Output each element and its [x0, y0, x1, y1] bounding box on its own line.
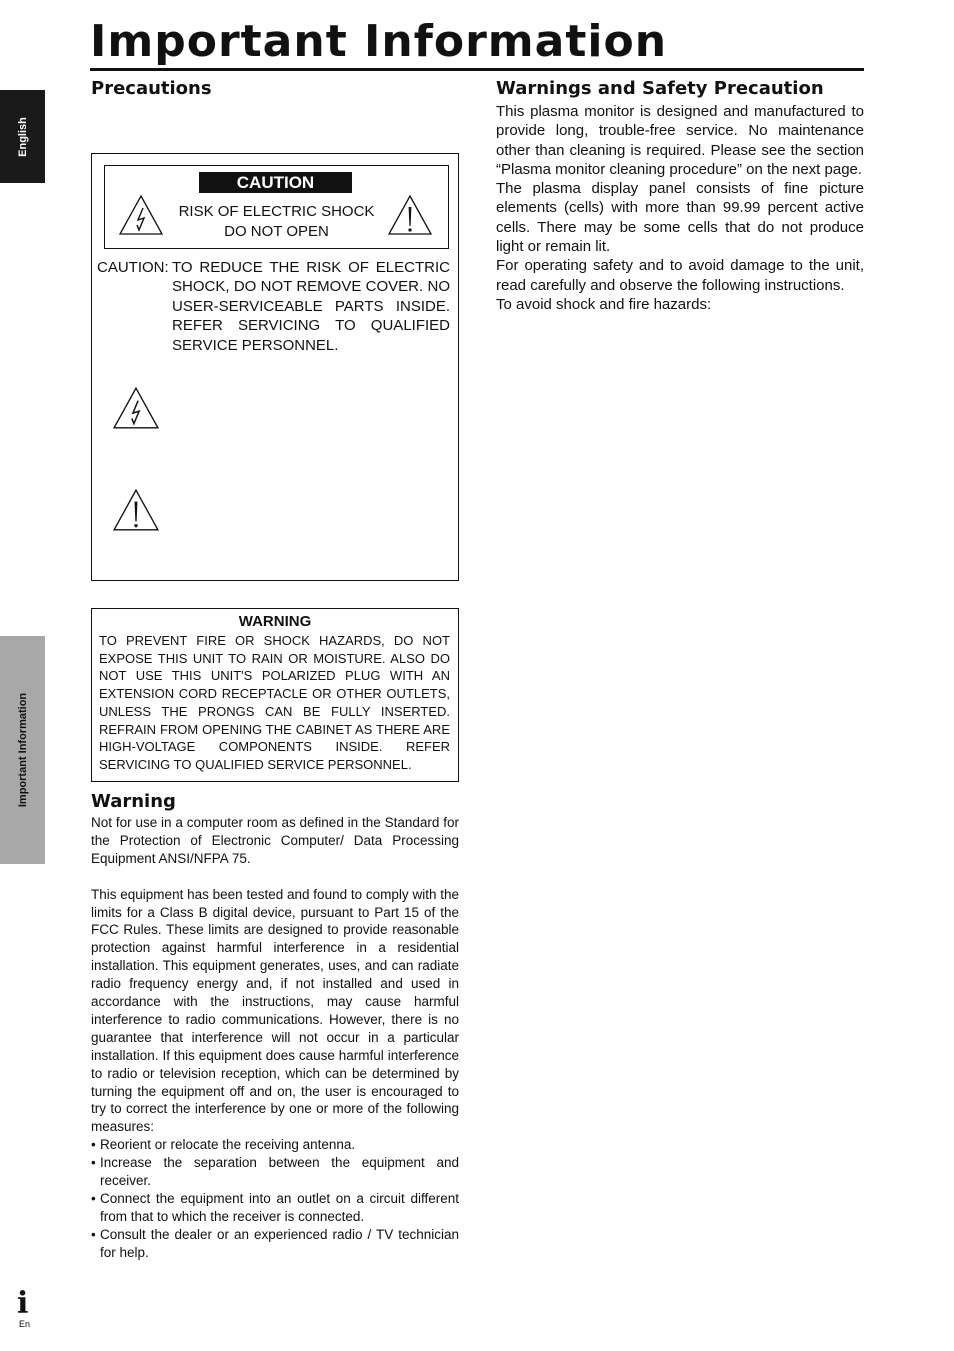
warning-paragraph-1: Not for use in a computer room as defined in the Standard for the Protection of Electronic Computer/ Data Processing Equipment ANSI/NFPA 75. — [91, 815, 459, 866]
side-tab-important-information — [0, 636, 45, 864]
safety-paragraph-2: The plasma display panel consists of fine picture elements (cells) with more than 99.99 percent active cells. There may be some cells that do not produce light or remain lit. — [496, 180, 864, 256]
safety-paragraph-3: For operating safety and to avoid damage to the unit, read carefully and observe the following instructions. — [496, 257, 864, 294]
caution-statement: TO REDUCE THE RISK OF ELECTRIC SHOCK, DO NOT REMOVE COVER. NO USER-SERVICEABLE PARTS INSIDE. REFER SERVICING TO QUALIFIED SERVICE PERSONNEL. — [172, 259, 450, 354]
list-item: • Connect the equipment into an outlet on a circuit different from that to which the receiver is connected. — [91, 1190, 459, 1226]
exclamation-triangle-icon — [112, 488, 160, 532]
warning-box — [91, 608, 459, 782]
precautions-heading: Precautions — [91, 78, 212, 99]
measures-list — [91, 1136, 459, 1261]
safety-section — [496, 102, 864, 314]
safety-paragraph-1: This plasma monitor is designed and manufactured to provide long, trouble-free service. No maintenance other than cleaning is required. Please see the section “Plasma monitor cleaning procedure” on the next page. — [496, 103, 864, 178]
lightning-triangle-icon — [112, 386, 160, 430]
warning-heading: Warning — [91, 791, 176, 812]
caution-label-panel — [104, 165, 449, 249]
page-language: En — [19, 1319, 31, 1329]
exclamation-triangle-icon — [387, 194, 433, 236]
risk-line-2: DO NOT OPEN — [224, 223, 329, 240]
safety-heading: Warnings and Safety Precaution — [496, 78, 824, 99]
list-item: • Reorient or relocate the receiving antenna. — [91, 1136, 459, 1154]
side-tab-important-label: Important Information — [16, 692, 29, 808]
warning-box-text: TO PREVENT FIRE OR SHOCK HAZARDS, DO NOT EXPOSE THIS UNIT TO RAIN OR MOISTURE. ALSO DO NOT USE THIS UNIT'S POLARIZED PLUG WITH AN EXTENSION CORD RECEPTACLE OR OTHER OUTLETS, UNLESS THE PRONGS CAN BE FULLY INSERTED. REFRAIN FROM OPENING THE CABINET AS THERE ARE HIGH-VOLTAGE COMPONENTS INSIDE. REFER SERVICING TO QUALIFIED SERVICE PERSONNEL. — [99, 633, 450, 772]
page-number: i — [17, 1286, 29, 1321]
list-item: • Consult the dealer or an experienced radio / TV technician for help. — [91, 1226, 459, 1262]
side-tab-english-label: English — [16, 116, 29, 157]
list-item: • Increase the separation between the equipment and receiver. — [91, 1154, 459, 1190]
caution-prefix: CAUTION: — [97, 259, 169, 276]
page-title: Important Information — [90, 16, 668, 67]
risk-line-1: RISK OF ELECTRIC SHOCK — [178, 203, 375, 220]
safety-paragraph-4: To avoid shock and fire hazards: — [496, 295, 712, 313]
caution-box — [91, 153, 459, 581]
warning-section — [91, 814, 459, 1262]
title-rule — [90, 68, 864, 71]
warning-paragraph-2: This equipment has been tested and found to comply with the limits for a Class B digital device, pursuant to Part 15 of the FCC Rules. These limits are designed to provide reasonable protection against harmful interference in a residential installation. This equipment generates, uses, and can radiate radio frequency energy and, if not installed and used in accordance with the instructions, may cause harmful interference to radio communications. However, there is no guarantee that interference will not occur in a particular installation. If this equipment does cause harmful interference to radio or television reception, which can be determined by turning the equipment off and on, the user is encouraged to try to correct the interference by one or more of the following measures: — [91, 886, 459, 1135]
side-tab-english — [0, 90, 45, 183]
warning-box-title: WARNING — [238, 613, 312, 630]
caution-banner: CAUTION — [199, 172, 352, 193]
